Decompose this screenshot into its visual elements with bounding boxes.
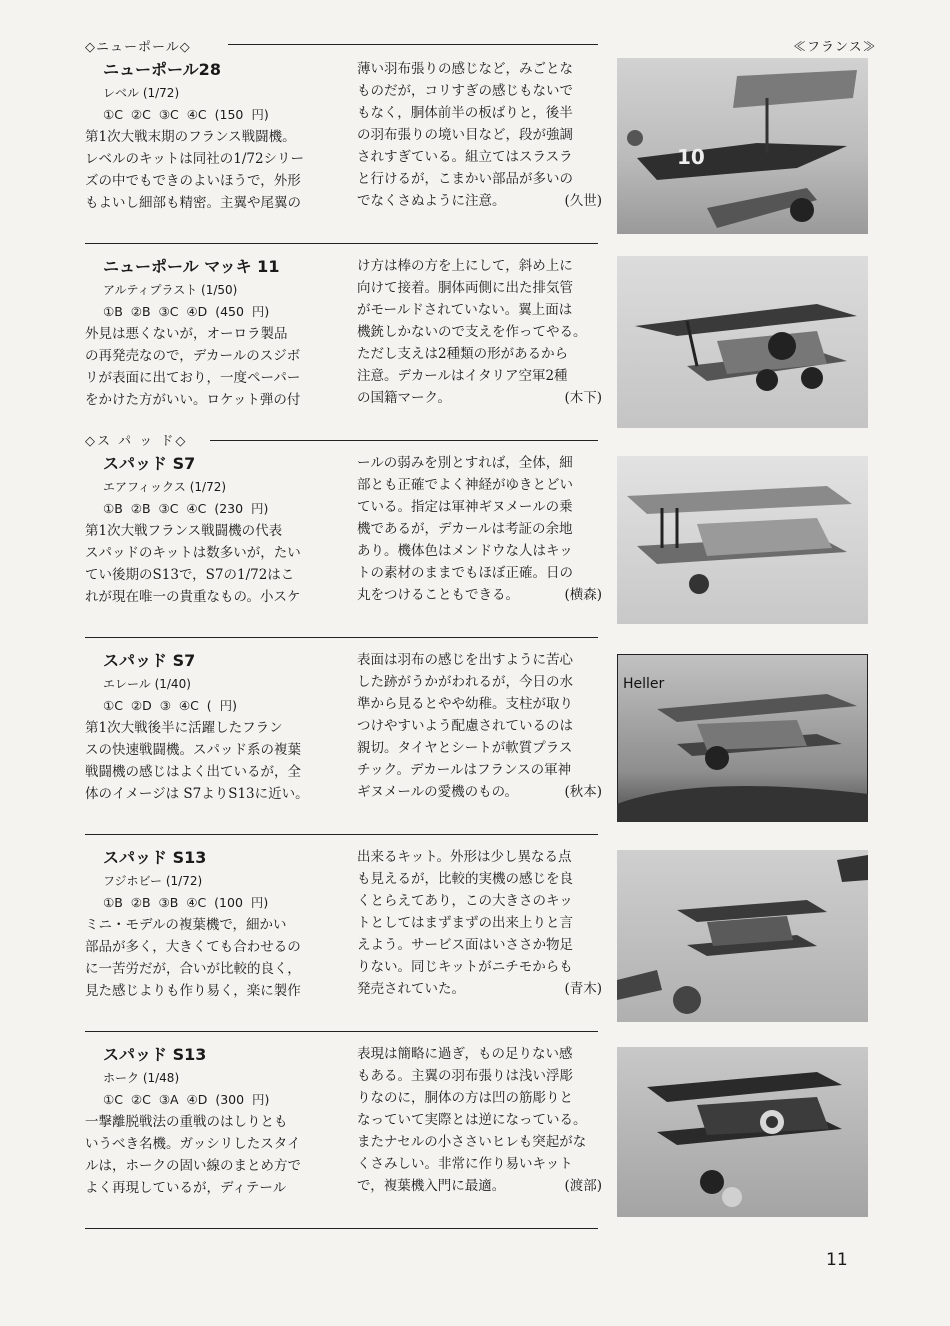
section-rule (210, 440, 598, 441)
review-text-left: 第1次大戦末期のフランス戦闘機。 レベルのキットは同社の1/72シリー ズの中でもできのよいほうで，外形 もよいし細部も精密。主翼や尾翼の (85, 129, 305, 211)
reviewer: (横森) (564, 587, 602, 603)
review-text-right: 薄い羽布張りの感じなど，みごとな ものだが，コリすぎの感じもないで もなく，胴体前半の板ばりと，後半 の羽布張りの境い目など，段が強調 されすぎている。組立てはスラスラ と行けるが，こまかい部品が多いの でなくさぬように注意。 (357, 61, 573, 209)
header-rule (228, 44, 598, 45)
kit-ratings: ①B ②B ③B ④C (100 円) (103, 895, 269, 910)
review-text-right: け方は棒の方を上にして，斜め上に 向けて接着。胴体両側に出た排気管 がモールドされていない。翼上面は 機銃しかないので支えを作ってやる。 ただし支えは2種類の形があるから 注意。デカールはイタリア空軍2種 の国籍マーク。 (357, 258, 587, 406)
page-number: 11 (826, 1250, 848, 1270)
right-column (357, 1043, 602, 1197)
kit-ratings: ①C ②D ③ ④C ( 円) (103, 698, 238, 713)
kit-name: スパッド S7 (103, 454, 196, 473)
kit-maker: エレール (1/40) (103, 677, 191, 691)
review-text-left: 外見は悪くないが，オーロラ製品 の再発売なので，デカールのスジボ リが表面に出ており，一度ペーパー をかけた方がいい。ロケット弾の付 (85, 326, 301, 408)
photo-nieuport-macchi-11 (617, 256, 868, 428)
right-column (357, 58, 602, 212)
photo-spad-s13-hawk (617, 1047, 868, 1217)
kit-review-spad-s13-hawk (85, 1043, 602, 1223)
right-column (357, 649, 602, 803)
entry-divider (85, 1228, 598, 1229)
photo-nieuport-28 (617, 58, 868, 234)
review-text-right: 表面は羽布の感じを出すように苦心 した跡がうかがわれるが，今日の水 準から見るとやや幼稚。支柱が取り つけやすいよう配慮されているのは 親切。タイヤとシートが軟質プラス チック。デカールはフランスの軍神 ギヌメールの愛機のもの。 (357, 652, 573, 800)
kit-name: スパッド S13 (103, 1045, 207, 1064)
entry-divider (85, 243, 598, 244)
reviewer: (渡部) (564, 1178, 602, 1194)
kit-review-nieuport-macchi-11 (85, 255, 602, 435)
photo-spad-s7-heller-box (617, 654, 868, 822)
right-column (357, 255, 602, 409)
kit-name: ニューポール マッキ 11 (103, 257, 280, 276)
left-column (85, 58, 335, 214)
left-column (85, 452, 335, 608)
reviewer: (秋本) (564, 784, 602, 800)
review-text-left: 第1次大戦後半に活躍したフラン スの快速戦闘機。スパッド系の複葉 戦闘機の感じはよく出ているが，全 体のイメージは S7よりS13に近い。 (85, 720, 309, 802)
left-column (85, 649, 335, 805)
right-column (357, 846, 602, 1000)
review-text-right: 表現は簡略に過ぎ，もの足りない感 もある。主翼の羽布張りは浅い浮彫 りなのに，胴体の方は凹の筋彫りと なっていて実際とは逆になっている。 またナセルの小ささいヒレも突起がな くさみしい。非常に作り易いキット で，複葉機入門に最適。 (357, 1046, 587, 1194)
country-header: ≪フランス≫ (793, 40, 877, 55)
review-text-left: 第1次大戦フランス戦闘機の代表 スパッドのキットは数多いが，たい てい後期のS13で，S7の1/72はこ れが現在唯一の貴重なもの。小スケ (85, 523, 301, 605)
section-header-nieuport: ◇ニューポール◇ (85, 40, 191, 55)
kit-ratings: ①C ②C ③A ④D (300 円) (103, 1092, 270, 1107)
heller-box-label: Heller (623, 676, 665, 692)
review-text-left: 一撃離脱戦法の重戦のはしりとも いうべき名機。ガッシリしたスタイ ルは，ホークの固い線のまとめ方で よく再現しているが，ディテール (85, 1114, 301, 1196)
kit-maker: ホーク (1/48) (103, 1071, 180, 1085)
review-text-left: ミニ・モデルの複葉機で，細かい 部品が多く，大きくても合わせるの に一苦労だが，合いが比較的良く， 見た感じよりも作り易く，楽に製作 (85, 917, 301, 999)
kit-name: スパッド S7 (103, 651, 196, 670)
left-column (85, 255, 335, 411)
kit-review-spad-s7-airfix (85, 452, 602, 632)
kit-maker: アルティプラスト (1/50) (103, 283, 238, 297)
svg-text:10: 10 (677, 145, 705, 169)
kit-name: スパッド S13 (103, 848, 207, 867)
reviewer: (木下) (564, 390, 602, 406)
photo-spad-s7-airfix (617, 456, 868, 624)
review-text-right: 出来るキット。外形は少し異なる点 も見えるが，比較的実機の感じを良 くとらえてあり，この大きさのキッ トとしてはまずまずの出来上りと言 えよう。サービス面はいささか物足 りない。同じキットがニチモからも 発売されていた。 (357, 849, 573, 997)
reviewer: (久世) (564, 193, 602, 209)
kit-review-spad-s13-fujihobby (85, 846, 602, 1026)
kit-ratings: ①B ②B ③C ④C (230 円) (103, 501, 269, 516)
kit-maker: フジホビー (1/72) (103, 874, 203, 888)
kit-review-nieuport-28 (85, 58, 602, 238)
kit-maker: エアフィックス (1/72) (103, 480, 227, 494)
entry-divider (85, 834, 598, 835)
entry-divider (85, 1031, 598, 1032)
kit-review-spad-s7-heller (85, 649, 602, 829)
entry-divider (85, 637, 598, 638)
review-text-right: ールの弱みを別とすれば，全体，細 部とも正確でよく神経がゆきとどい ている。指定は軍神ギヌメールの乗 機であるが，デカールは考証の余地 あり。機体色はメンドウな人はキッ トの素材のままでもほぼ正確。日の 丸をつけることもできる。 (357, 455, 573, 603)
kit-ratings: ①C ②C ③C ④C (150 円) (103, 107, 269, 122)
left-column (85, 1043, 335, 1199)
right-column (357, 452, 602, 606)
reviewer: (青木) (564, 981, 602, 997)
kit-name: ニューポール28 (103, 60, 221, 79)
photo-spad-s13-fujihobby (617, 850, 868, 1022)
kit-maker: レベル (1/72) (103, 86, 180, 100)
left-column (85, 846, 335, 1002)
kit-ratings: ①B ②B ③C ④D (450 円) (103, 304, 270, 319)
section-header-spad: ◇ス パ ッ ド◇ (85, 434, 188, 449)
